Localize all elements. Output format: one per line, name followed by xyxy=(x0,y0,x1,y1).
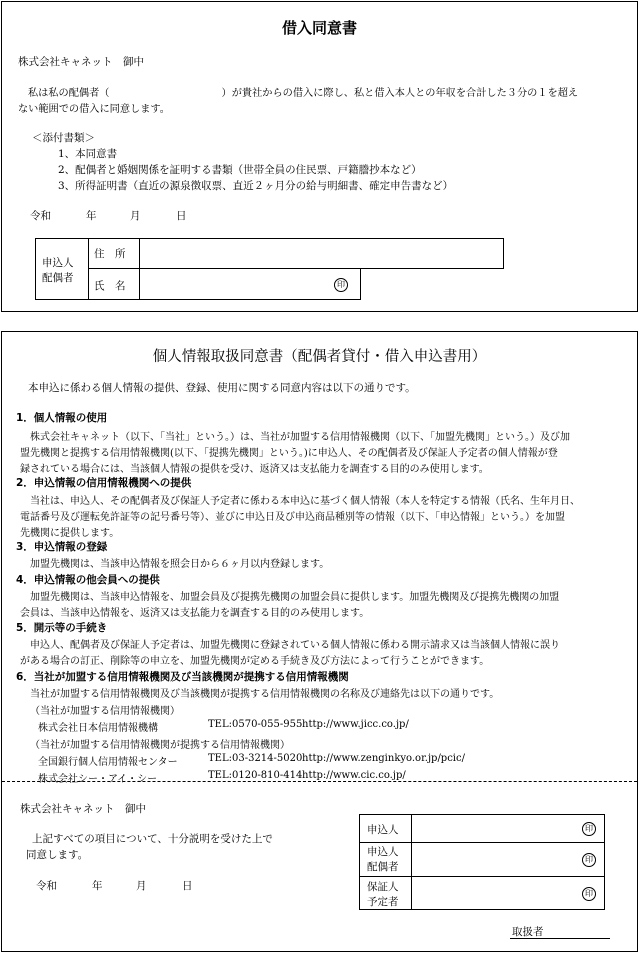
agency-url[interactable]: http://www.jicc.co.jp/ xyxy=(302,719,409,730)
section-text: 電話番号及び運転免許証等の記号番号等）、並びに申込日及び申込商品種別等の情報（以下、「申込情報」という。）を加盟 xyxy=(20,512,565,523)
form1-address-field[interactable] xyxy=(140,239,502,268)
form2-date-year: 年 xyxy=(92,880,103,892)
form1-attach-item: 3、所得証明書（直近の源泉徴収票、直近２ヶ月分の給与明細書、確定申告書など） xyxy=(58,180,454,192)
section-text: 株式会社キャネット（以下、「当社」という。）は、当社が加盟する信用情報機関（以下、「加盟先機関」という。）及び加 xyxy=(30,432,570,443)
agency-name: 株式会社シー・アイ・シー xyxy=(38,774,158,785)
section-text: 申込人、配偶者及び保証人予定者は、加盟先機関に登録されている個人情報に係わる開示請求又は当該個人情報に誤り xyxy=(30,640,560,651)
form2-date-era: 令和 xyxy=(36,880,57,892)
sign-row-label: 保証人 xyxy=(367,881,399,893)
form1-spouse-label: 配偶者 xyxy=(42,272,74,284)
cut-line xyxy=(2,781,637,782)
agency-name: 株式会社日本信用情報機構 xyxy=(38,723,158,734)
agency-tel: TEL:03-3214-5020 xyxy=(208,753,303,764)
sign-row-label: 配偶者 xyxy=(367,861,399,873)
agency-group-label: （当社が加盟する信用情報機関） xyxy=(30,706,180,717)
section-heading: 3．申込情報の登録 xyxy=(16,541,108,553)
form1-applicant-label: 申込人 xyxy=(42,257,74,269)
agency-tel: TEL:0570-055-955 xyxy=(208,719,303,730)
form1-date-day: 日 xyxy=(176,210,187,222)
sign-row-label: 予定者 xyxy=(367,896,399,908)
form2-title: 個人情報取扱同意書（配偶者貸付・借入申込書用） xyxy=(152,349,487,365)
form1-address-label: 住 所 xyxy=(94,248,126,260)
form1-addressee: 株式会社キャネット 御中 xyxy=(18,56,144,68)
seal-icon: 印 xyxy=(582,853,596,867)
form2-addressee: 株式会社キャネット 御中 xyxy=(20,803,146,815)
sign-row-label: 申込人 xyxy=(367,824,399,836)
section-heading: 2．申込情報の信用情報機関への提供 xyxy=(16,477,192,489)
guarantor-sign-field[interactable] xyxy=(412,877,572,909)
form2-date-month: 月 xyxy=(136,880,147,892)
form1-date-month: 月 xyxy=(130,210,141,222)
section-heading: 5．開示等の手続き xyxy=(16,622,108,634)
section-heading: 6．当社が加盟する信用情報機関及び当該機関が提携する信用情報機関 xyxy=(16,671,349,683)
agency-url[interactable]: http://www.zenginkyo.or.jp/pcic/ xyxy=(302,753,465,764)
section-text: 加盟先機関は、当該申込情報を照会日から６ヶ月以内登録します。 xyxy=(30,559,330,570)
applicant-sign-field[interactable] xyxy=(412,815,572,841)
agency-tel: TEL:0120-810-414 xyxy=(208,770,303,781)
section-text: がある場合の訂正、削除等の申立を、加盟先機関が定める手続き及び方法によって行うことができます。 xyxy=(20,656,490,667)
seal-icon: 印 xyxy=(582,887,596,901)
section-heading: 4．申込情報の他会員への提供 xyxy=(16,574,160,586)
form1-attach-item: 2、配偶者と婚姻関係を証明する書類（世帯全員の住民票、戸籍謄抄本など） xyxy=(58,164,422,176)
form1-statement-line1: 私は私の配偶者（ ）が貴社からの借入に際し、私と借入本人との年収を合計した３分の１を超え xyxy=(28,88,579,99)
form1-name-field[interactable] xyxy=(140,269,330,299)
form1-title: 借入同意書 xyxy=(281,19,357,37)
form2-intro: 本申込に係わる個人情報の提供、登録、使用に関する同意内容は以下の通りです。 xyxy=(28,382,416,394)
seal-icon: 印 xyxy=(334,278,348,292)
form1-name-label: 氏 名 xyxy=(94,280,126,292)
form1-statement-line2: ない範囲での借入に同意します。 xyxy=(18,104,170,115)
section-text: 当社は、申込人、その配偶者及び保証人予定者に係わる本申込に基づく個人情報（本人を特定する情報（氏名、生年月日、 xyxy=(30,496,580,507)
section-text: 加盟先機関は、当該申込情報を、加盟会員及び提携先機関の加盟会員に提供します。加盟先機関及び提携先機関の加盟 xyxy=(30,592,560,603)
form2-agree-line2: 同意します。 xyxy=(26,849,89,861)
handler-sign-line[interactable] xyxy=(510,938,610,939)
form1-attach-header: ＜添付書類＞ xyxy=(32,132,95,144)
section-text: 先機関に提供します。 xyxy=(20,528,120,539)
section-text: 盟先機関と提携する信用情報機関(以下、「提携先機関」という。)に申込人、その配偶者及び保証人予定者の個人情報が登 xyxy=(20,448,558,459)
section-text: 会員は、当該申込情報を、返済又は支払能力を調査する目的のみ使用します。 xyxy=(20,608,370,619)
form2-agree-line1: 上記すべての項目について、十分説明を受けた上で xyxy=(32,833,273,845)
form2-date-day: 日 xyxy=(182,880,193,892)
section-heading: 1．個人情報の使用 xyxy=(16,412,108,424)
form1-date-year: 年 xyxy=(86,210,97,222)
agency-group-label: （当社が加盟する信用情報機関が提携する信用情報機関） xyxy=(30,740,290,751)
agency-name: 全国銀行個人信用情報センター xyxy=(38,757,178,768)
form1-attach-item: 1、本同意書 xyxy=(58,148,118,160)
agency-url[interactable]: http://www.cic.co.jp/ xyxy=(302,770,406,781)
seal-icon: 印 xyxy=(582,822,596,836)
loan-consent-form xyxy=(1,1,638,312)
privacy-consent-form xyxy=(1,331,638,952)
sign-row-label: 申込人 xyxy=(367,846,399,858)
section-text: 録されている場合には、当該個人情報の提供を受け、返済又は支払能力を調査する目的のみ使用します。 xyxy=(20,464,489,475)
section-text: 当社が加盟する信用情報機関及び当該機関が提携する信用情報機関の名称及び連絡先は以下の通りです。 xyxy=(30,689,500,700)
spouse-sign-field[interactable] xyxy=(412,843,572,875)
handler-label: 取扱者 xyxy=(512,926,544,938)
form1-date-era: 令和 xyxy=(30,210,51,222)
